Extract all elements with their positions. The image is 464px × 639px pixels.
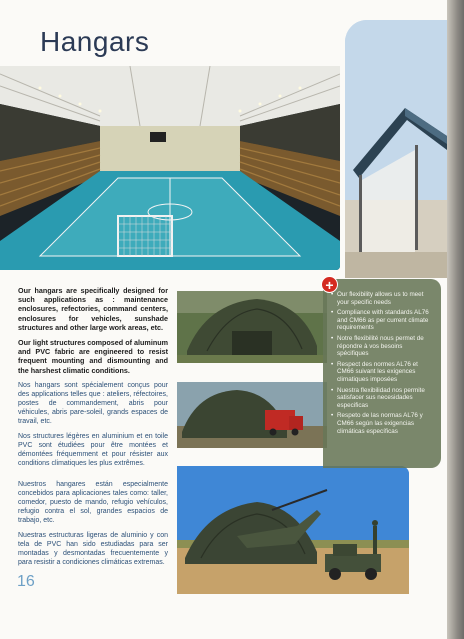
helicopter-hangar-illustration	[177, 466, 409, 594]
feature-item: • Our flexibility allows us to meet your specific needs	[331, 291, 433, 306]
spanish-paragraph-structures: Nuestras estructuras ligeras de aluminio y con tela de PVC han sido estudiadas para ser montadas y desmontadas frecuentemente y para resistir a condiciones climáticas extremas.	[18, 532, 168, 566]
english-paragraph-applications: Our hangars are specifically designed for such applications as : maintenance enclosures, refectories, command centers, enclosures for vehicles, sunshade structures and other large work areas, etc.	[18, 286, 168, 332]
feature-item: • Compliance with standards AL76 and CM66 as per current climate requirements	[331, 309, 433, 332]
page-number: 16	[17, 573, 35, 590]
tent-hangar-illustration	[177, 291, 327, 363]
hangar-exterior-photo	[345, 20, 447, 278]
plus-icon: +	[321, 276, 338, 293]
french-paragraph-applications: Nos hangars sont spécialement conçus pour des applications telles que : ateliers, réfectoires, postes de commandement, abris pour véhicules, abris pare-soleil, grands espaces de travail, etc.	[18, 382, 168, 425]
french-description	[18, 381, 168, 474]
feature-item: • Respeto de las normas AL76 y CM66 según las exigencias climáticas específicas	[331, 412, 433, 435]
feature-item: • Respect des normes AL76 et CM66 suivant les exigences climatiques imposées	[331, 361, 433, 384]
feature-item: • Notre flexibilité nous permet de répondre à vos besoins spécifiques	[331, 335, 433, 358]
feature-item: • Nuestra flexibilidad nos permite satisfacer sus necesidades especificas	[331, 387, 433, 410]
english-paragraph-structures: Our light structures composed of aluminum and PVC fabric are engineered to resist frequent mounting and dismounting and the harshest climatic conditions.	[18, 338, 168, 375]
next-page-edge	[447, 0, 464, 639]
english-description	[18, 286, 168, 381]
hangar-fire-truck-photo	[177, 382, 327, 448]
spanish-description	[18, 480, 168, 573]
spanish-paragraph-applications: Nuestros hangares están especialmente concebidos para aplicaciones tales como: taller, comedor, puesto de mando, refugio vehículos, refugio contra el sol, grandes espacios de trabajo, etc.	[18, 481, 168, 524]
gymnasium-illustration	[0, 66, 340, 270]
features-list	[331, 291, 433, 435]
hangar-fire-truck-illustration	[177, 382, 327, 448]
gymnasium-photo	[0, 66, 340, 270]
tent-hangar-photo	[177, 291, 327, 363]
french-paragraph-structures: Nos structures légères en aluminium et en toile PVC sont étudiées pour être montées et démontées fréquemment et pour résister aux conditions climatiques les plus extrêmes.	[18, 433, 168, 467]
hangar-exterior-illustration	[345, 20, 447, 278]
features-panel	[323, 279, 441, 468]
helicopter-hangar-photo	[177, 466, 409, 594]
page-title: Hangars	[40, 26, 150, 57]
